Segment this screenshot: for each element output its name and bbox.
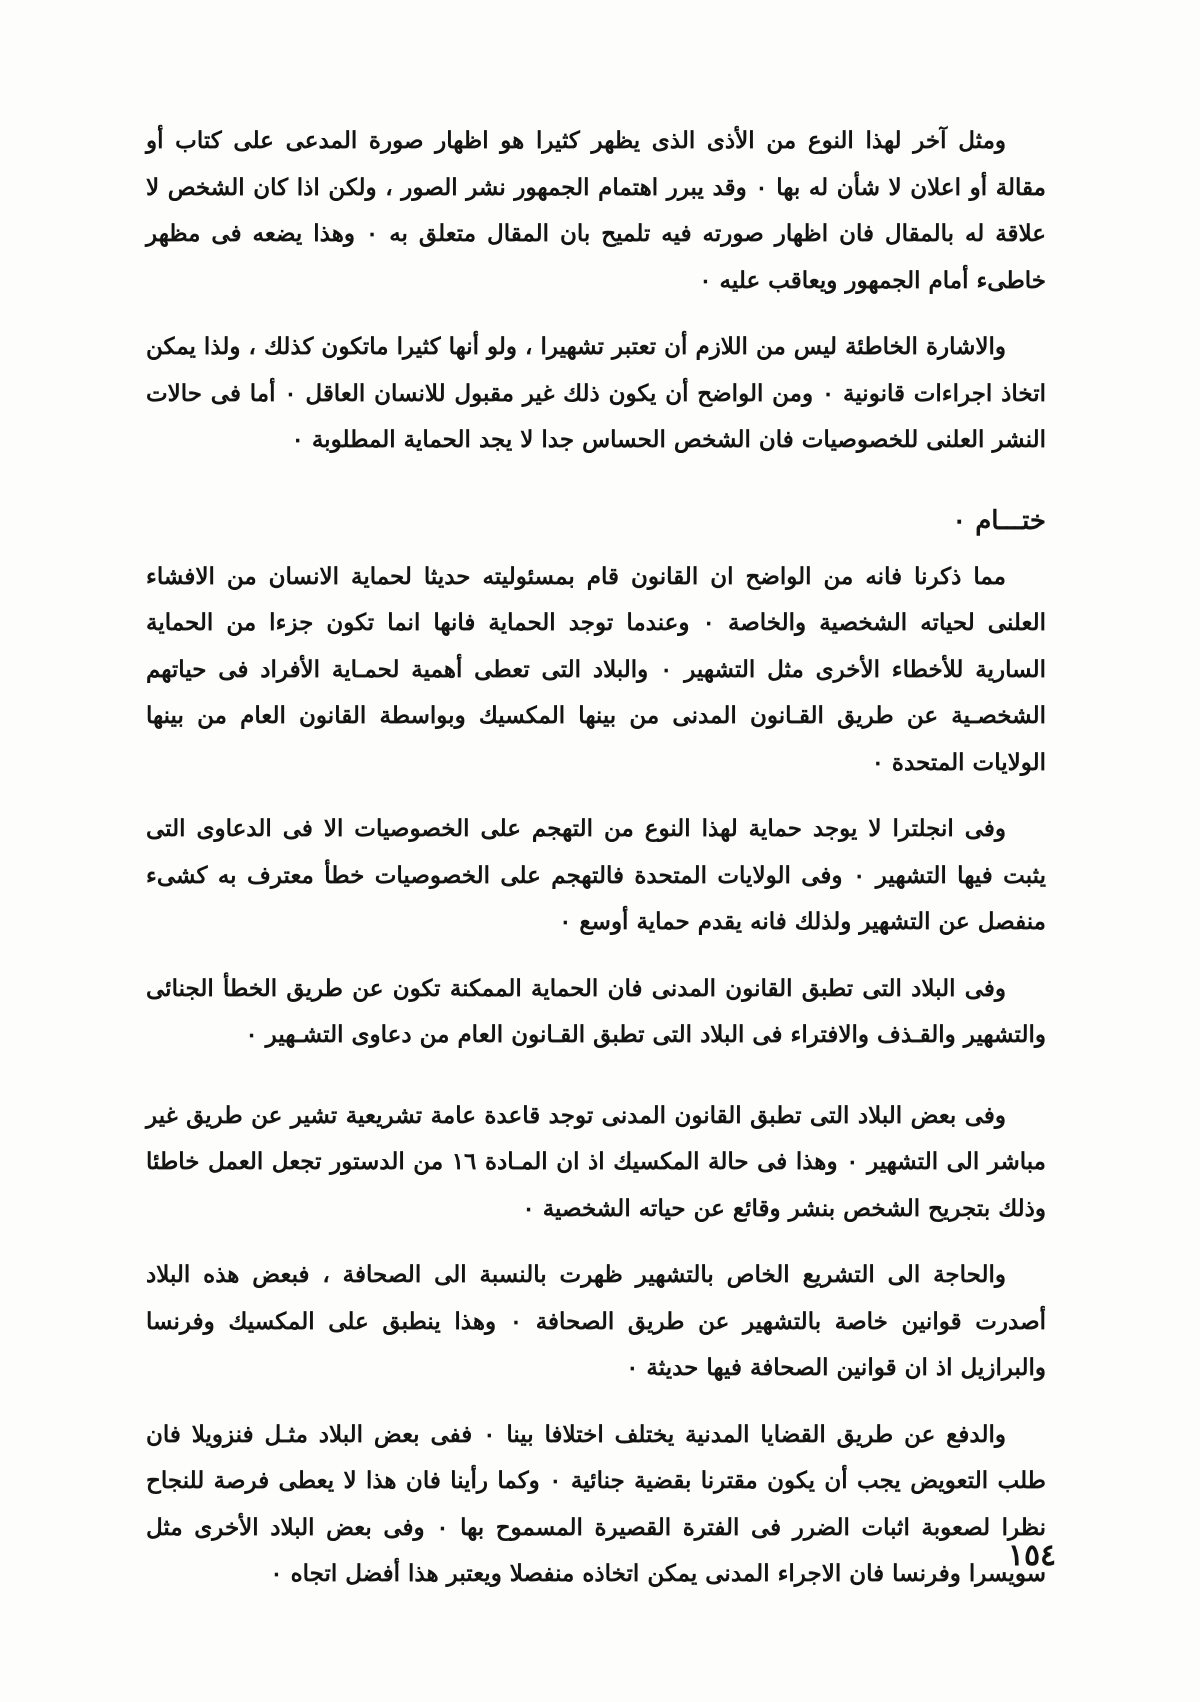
paragraph-mexico-constitution: وفى بعض البلاد التى تطبق القانون المدنى توجد قاعدة عامة تشريعية تشير عن طريق غير مباشر الى التشهير ٠ وهذا فى حالة المكسيك اذ ان المـادة ١٦ من الدستور تجعل العمل خاطئا وذلك بتجريح الشخص بنشر وقائع عن حياته الشخصية ٠	[146, 1101, 1046, 1222]
paragraph-civil-suits: والدفع عن طريق القضايا المدنية يختلف اختلافا بينا ٠ ففى بعض البلاد مثـل فنزويلا فان طلب التعويض يجب أن يكون مقترنا بقضية جنائية ٠ وكما رأينا فان هذا لا يعطى فرصة للنجاح نظرا لصعوبة اثبات الضرر فى الفترة القصيرة المسموح بها ٠ وفى بعض البلاد الأخرى مثل سويسرا وفرنسا فان الاجراء المدنى يمكن اتخاذه منفصلا ويعتبر هذا أفضل اتجاه ٠	[146, 1420, 1046, 1587]
paragraph-civil-law-countries: وفى البلاد التى تطبق القانون المدنى فان الحماية الممكنة تكون عن طريق الخطأ الجنائى والتشهير والقـذف والافتراء فى البلاد التى تطبق القـانون العام من دعاوى التشـهير ٠	[146, 974, 1046, 1048]
paragraph-press-laws: والحاجة الى التشريع الخاص بالتشهير ظهرت بالنسبة الى الصحافة ، فبعض هذه البلاد أصدرت قوانين خاصة بالتشهير عن طريق الصحافة ٠ وهذا ينطبق على المكسيك وفرنسا والبرازيل اذ ان قوانين الصحافة فيها حديثة ٠	[146, 1261, 1046, 1381]
section-heading-conclusion: ختـــام ٠	[952, 505, 1046, 536]
paragraph-england-us: وفى انجلترا لا يوجد حماية لهذا النوع من التهجم على الخصوصيات الا فى الدعاوى التى يثبت فيها التشهير ٠ وفى الولايات المتحدة فالتهجم على الخصوصيات خطأ معترف به كشىء منفصل عن التشهير ولذلك فانه يقدم حماية أوسع ٠	[146, 815, 1046, 935]
paragraph-misleading-photo: ومثل آخر لهذا النوع من الأذى الذى يظهر كثيرا هو اظهار صورة المدعى على كتاب أو مقالة أو اعلان لا شأن له بها ٠ وقد يبرر اهتمام الجمهور نشر الصور ، ولكن اذا كان الشخص لا علاقة له بالمقال فان اظهار صورته فيه تلميح بان المقال متعلق به ٠ وهذا يضعه فى مظهر خاطىء أمام الجمهور ويعاقب عليه ٠	[146, 127, 1047, 294]
paragraph-conclusion-intro: مما ذكرنا فانه من الواضح ان القانون قام بمسئوليته حديثا لحماية الانسان من الافشاء العلنى لحياته الشخصية والخاصة ٠ وعندما توجد الحماية فانها انما تكون جزءا من الحماية السارية للأخطاء الأخرى مثل التشهير ٠ والبلاد التى تعطى أهمية لحمـاية الأفراد فى حياتهم الشخصـية عن طريق القـانون المدنى من بينها المكسيك وبواسطة القانون العام من بينها الولايات المتحدة ٠	[146, 562, 1046, 776]
document-body	[146, 118, 1046, 1618]
paragraph-false-light: والاشارة الخاطئة ليس من اللازم أن تعتبر تشهيرا ، ولو أنها كثيرا ماتكون كذلك ، ولذا يمكن اتخاذ اجراءات قانونية ٠ ومن الواضح أن يكون ذلك غير مقبول للانسان العاقل ٠ أما فى حالات النشر العلنى للخصوصيات فان الشخص الحساس جدا لا يجد الحماية المطلوبة ٠	[146, 333, 1046, 453]
page-number: ١٥٤	[1007, 1538, 1057, 1573]
